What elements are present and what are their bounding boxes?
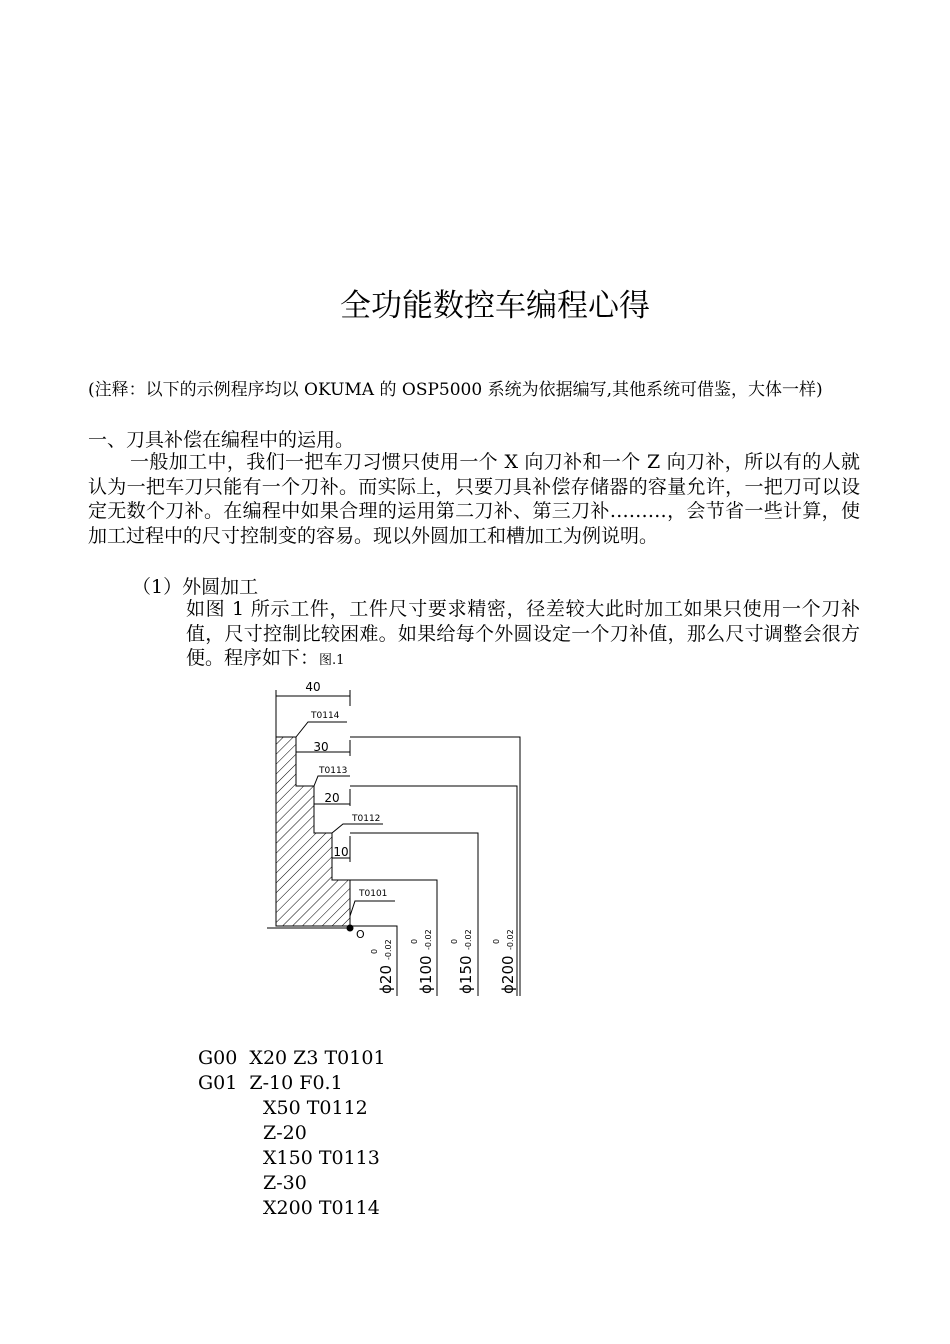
note-text: (注释：以下的示例程序均以 OKUMA 的 OSP5000 系统为依据编写,其他系统可借鉴，大体一样)	[88, 380, 823, 400]
dim-20-label: 20	[324, 791, 340, 805]
tool-t0114-label: T0114	[311, 711, 340, 721]
origin-label: O	[356, 928, 365, 941]
svg-text:0: 0	[410, 938, 419, 944]
svg-text:0: 0	[450, 938, 459, 944]
diameter-100	[410, 929, 435, 994]
section-heading: 一、刀具补偿在编程中的运用。	[88, 429, 355, 451]
dim-40-label: 40	[305, 680, 321, 694]
dim-10-label: 10	[333, 845, 349, 859]
diameter-150	[450, 929, 475, 994]
svg-text:0: 0	[370, 948, 379, 954]
svg-text:-0.02: -0.02	[384, 939, 393, 960]
nc-program	[198, 1046, 386, 1221]
diameter-20	[370, 939, 395, 994]
document-title: 全功能数控车编程心得	[340, 288, 650, 324]
tool-t0101-label: T0101	[359, 889, 388, 899]
program-line: X200 T0114	[263, 1197, 380, 1219]
program-line: X150 T0113	[263, 1147, 380, 1169]
program-line: X50 T0112	[263, 1097, 368, 1119]
dim-30-label: 30	[313, 740, 329, 754]
program-line: G01 Z-10 F0.1	[198, 1072, 343, 1094]
program-line: Z-30	[263, 1172, 307, 1194]
program-line: Z-20	[263, 1122, 307, 1144]
intro-paragraph: 一般加工中，我们一把车刀习惯只使用一个 X 向刀补和一个 Z 向刀补，所以有的人就认为一把车刀只能有一个刀补。而实际上，只要刀具补偿存储器的容量允许，一把刀可以设定无数个刀补。在编程中如果合理的运用第二刀补、第三刀补………，会节省一些计算，使加工过程中的尺寸控制变的容易。现以外圆加工和槽加工为例说明。	[88, 451, 860, 547]
tool-t0113-label: T0113	[319, 766, 348, 776]
svg-text:ϕ200: ϕ200	[499, 955, 517, 994]
diameter-200	[492, 929, 517, 994]
svg-text:ϕ20: ϕ20	[377, 965, 395, 994]
subsection-heading: （1）外圆加工	[132, 576, 259, 598]
svg-text:-0.02: -0.02	[424, 929, 433, 950]
subsection-text: 如图 1 所示工件，工件尺寸要求精密，径差较大此时加工如果只使用一个刀补值，尺寸控制比较困难。如果给每个外圆设定一个刀补值，那么尺寸调整会很方便。程序如下：	[186, 598, 860, 669]
figure-1-drawing	[255, 676, 555, 1006]
svg-text:ϕ100: ϕ100	[417, 955, 435, 994]
svg-text:-0.02: -0.02	[506, 929, 515, 950]
svg-text:0: 0	[492, 938, 501, 944]
subsection-paragraph	[186, 597, 860, 674]
svg-text:ϕ150: ϕ150	[457, 955, 475, 994]
tool-t0112-label: T0112	[352, 814, 381, 824]
program-line: G00 X20 Z3 T0101	[198, 1047, 386, 1069]
svg-text:-0.02: -0.02	[464, 929, 473, 950]
figure-reference: 图.1	[319, 653, 345, 668]
